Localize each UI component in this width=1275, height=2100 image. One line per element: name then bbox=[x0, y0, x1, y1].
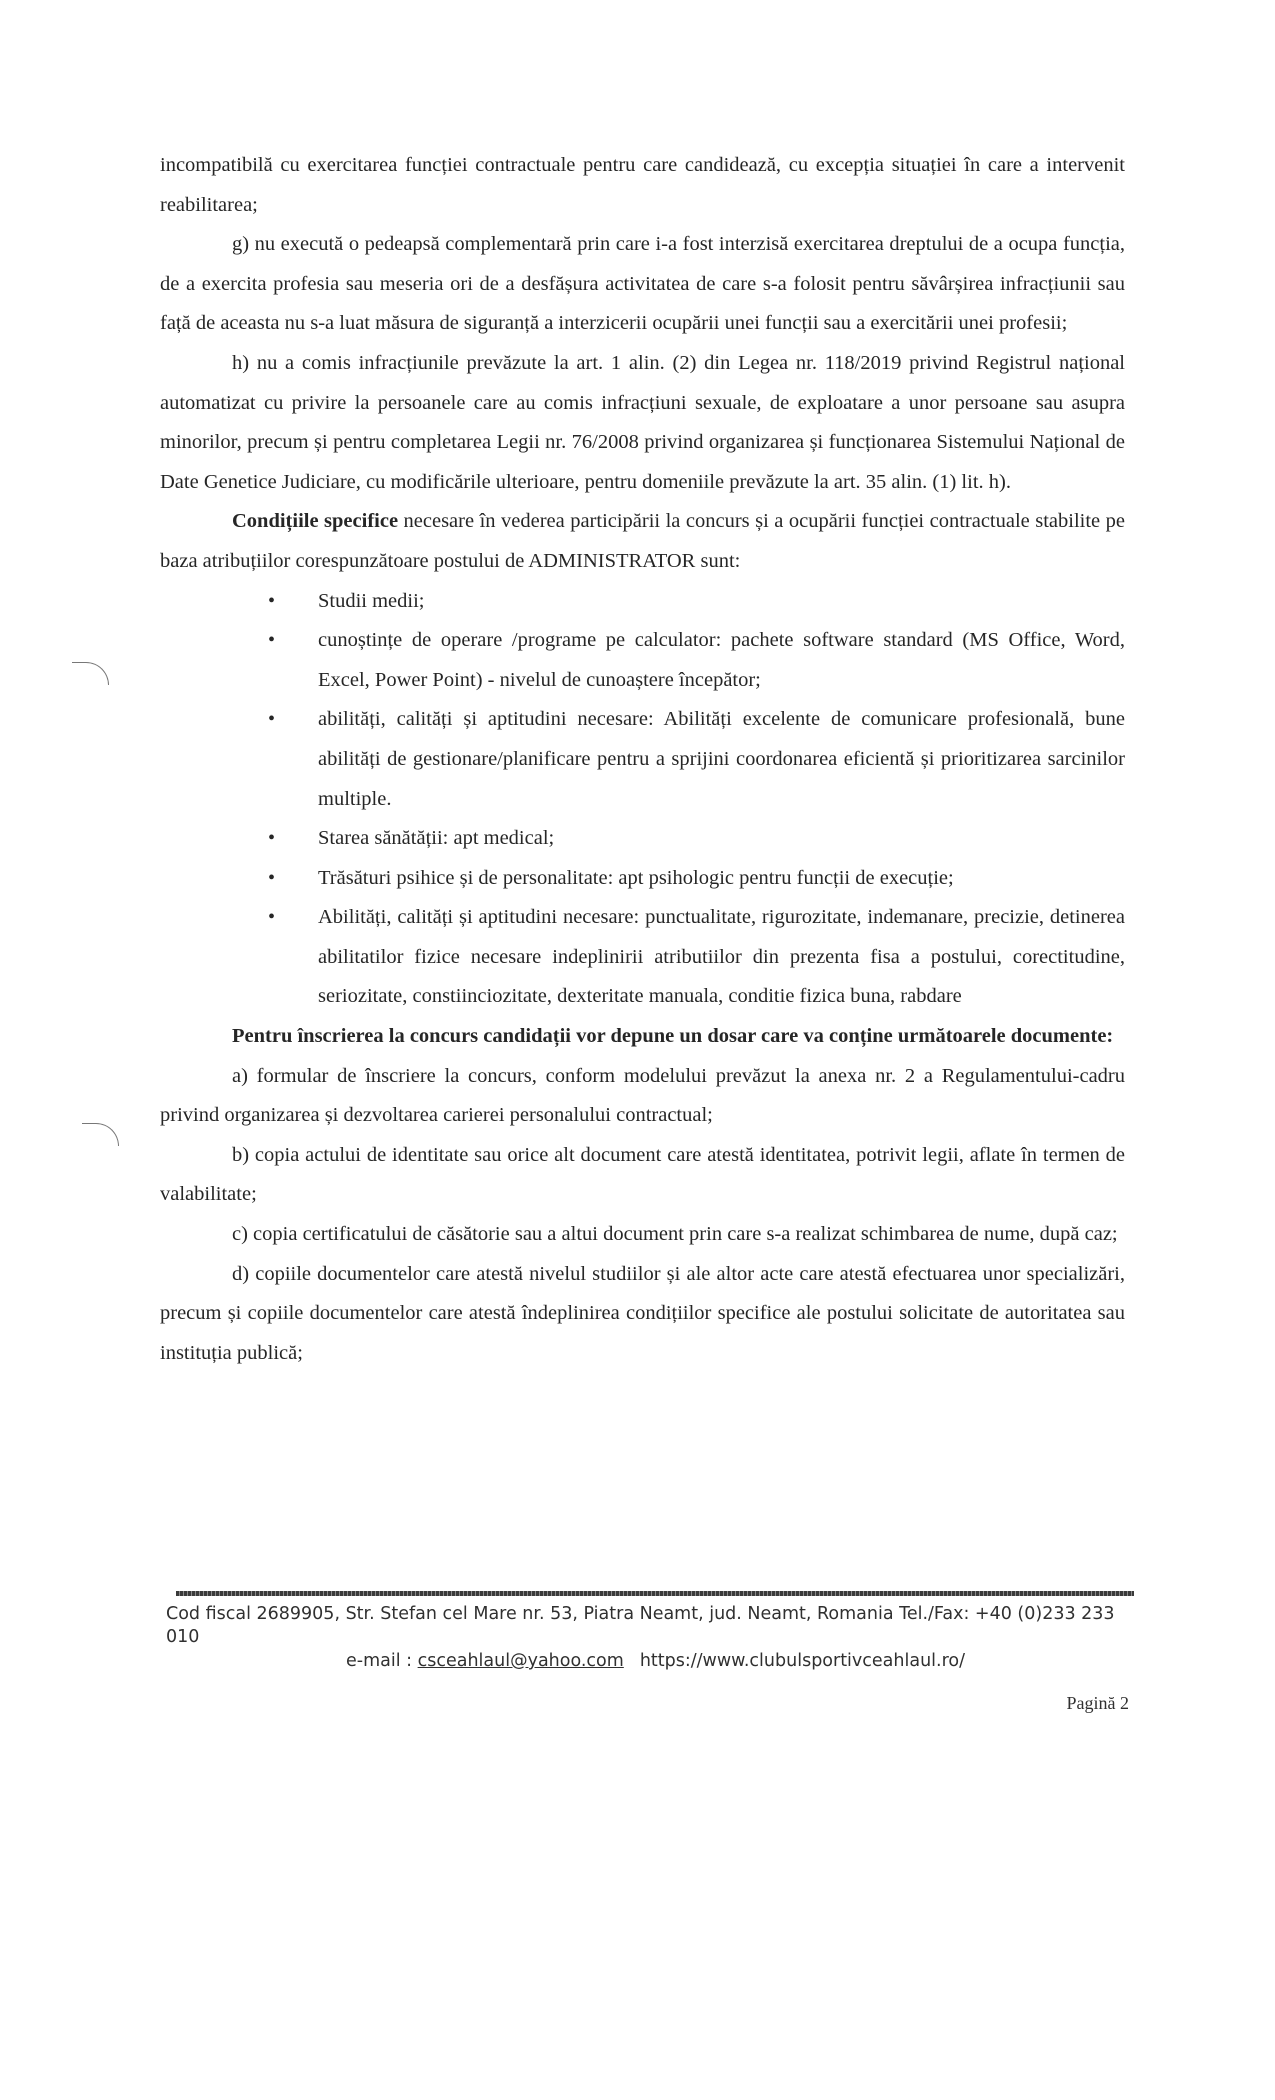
footer-address: Cod fiscal 2689905, Str. Stefan cel Mare nr. 53, Piatra Neamt, jud. Neamt, Romania Tel./Fax: +40 (0)233 233 010 bbox=[166, 1604, 1115, 1647]
specific-conditions-lead: Condițiile specifice bbox=[232, 510, 399, 533]
paragraph-item-h: h) nu a comis infracțiunile prevăzute la art. 1 alin. (2) din Legea nr. 118/2019 privind Registrul național automatizat cu privire la persoanele care au comis infracțiuni sexuale, de exploatare a unor persoane sau asupra minorilor, precum și pentru completarea Legii nr. 76/2008 privind organizarea și funcționarea Sistemului Național de Date Genetice Judiciare, cu modificările ulterioare, pentru domeniile prevăzute la art. 35 alin. (1) lit. h). bbox=[160, 351, 1125, 493]
scan-artifact-mark bbox=[82, 1123, 119, 1146]
dossier-item-b: b) copia actului de identitate sau orice alt document care atestă identitatea, potrivit legii, aflate în termen de valabilitate; bbox=[160, 1143, 1125, 1206]
specific-conditions-intro bbox=[160, 502, 1125, 581]
list-item: • Studii medii; bbox=[268, 582, 1125, 622]
dossier-heading: Pentru înscrierea la concurs candidații vor depune un dosar care va conține următoarele documente: bbox=[232, 1025, 1114, 1048]
specific-conditions-list bbox=[160, 582, 1125, 1018]
specific-conditions-text: necesare în vederea participării la concurs și a ocupării funcției contractuale stabilite pe baza atribuțiilor corespunzătoare postului de ADMINISTRATOR sunt: bbox=[160, 510, 1125, 572]
email-link[interactable]: csceahlaul@yahoo.com bbox=[417, 1651, 624, 1671]
list-item: • cunoștințe de operare /programe pe calculator: pachete software standard (MS Office, Word, Excel, Power Point) - nivelul de cunoaștere începător; bbox=[268, 621, 1125, 700]
footer-contact bbox=[346, 1651, 965, 1671]
scan-artifact-mark bbox=[72, 662, 109, 685]
dossier-item-a: a) formular de înscriere la concurs, conform modelului prevăzut la anexa nr. 2 a Regulamentului-cadru privind organizarea și dezvoltarea carierei personalului contractual; bbox=[160, 1064, 1125, 1127]
list-item: • Starea sănătății: apt medical; bbox=[268, 819, 1125, 859]
paragraph-item-g: g) nu execută o pedeapsă complementară prin care i-a fost interzisă exercitarea dreptului de a ocupa funcția, de a exercita profesia sau meseria ori de a desfășura activitatea de care s-a folosit pentru săvârșirea infracțiunii sau față de aceasta nu s-a luat măsura de siguranță a interzicerii ocupării unei funcții sau a exercitării unei profesii; bbox=[160, 233, 1125, 335]
website-link[interactable]: https://www.clubulsportivceahlaul.ro/ bbox=[639, 1651, 965, 1671]
list-item: • Trăsături psihice și de personalitate: apt psihologic pentru funcții de execuție; bbox=[268, 859, 1125, 899]
document-body bbox=[160, 146, 1125, 1373]
list-item: • abilități, calități și aptitudini necesare: Abilități excelente de comunicare profesională, bune abilități de gestionare/planificare pentru a sprijini coordonarea eficientă și prioritizarea sarcinilor multiple. bbox=[268, 700, 1125, 819]
paragraph-incompatibility: incompatibilă cu exercitarea funcției contractuale pentru care candidează, cu excepția situației în care a intervenit reabilitarea; bbox=[160, 154, 1125, 216]
dossier-item-d: d) copiile documentelor care atestă nivelul studiilor și ale altor acte care atestă efectuarea unor specializări, precum și copiile documentelor care atestă îndeplinirea condițiilor specifice ale postului solicitate de autoritatea sau instituția publică; bbox=[160, 1262, 1125, 1364]
dossier-item-c: c) copia certificatului de căsătorie sau a altui document prin care s-a realizat schimbarea de nume, după caz; bbox=[232, 1223, 1118, 1246]
list-item: • Abilități, calități și aptitudini necesare: punctualitate, rigurozitate, indemanare, precizie, detinerea abilitatilor fizice necesare indeplinirii atributiilor din prezenta fisa a postului, corectitudine, seriozitate, constiinciozitate, dexteritate manuala, conditie fizica buna, rabdare bbox=[268, 898, 1125, 1017]
email-label: e-mail : bbox=[346, 1651, 418, 1671]
footer-divider bbox=[176, 1591, 1134, 1596]
page-number: Pagină 2 bbox=[1066, 1693, 1129, 1713]
